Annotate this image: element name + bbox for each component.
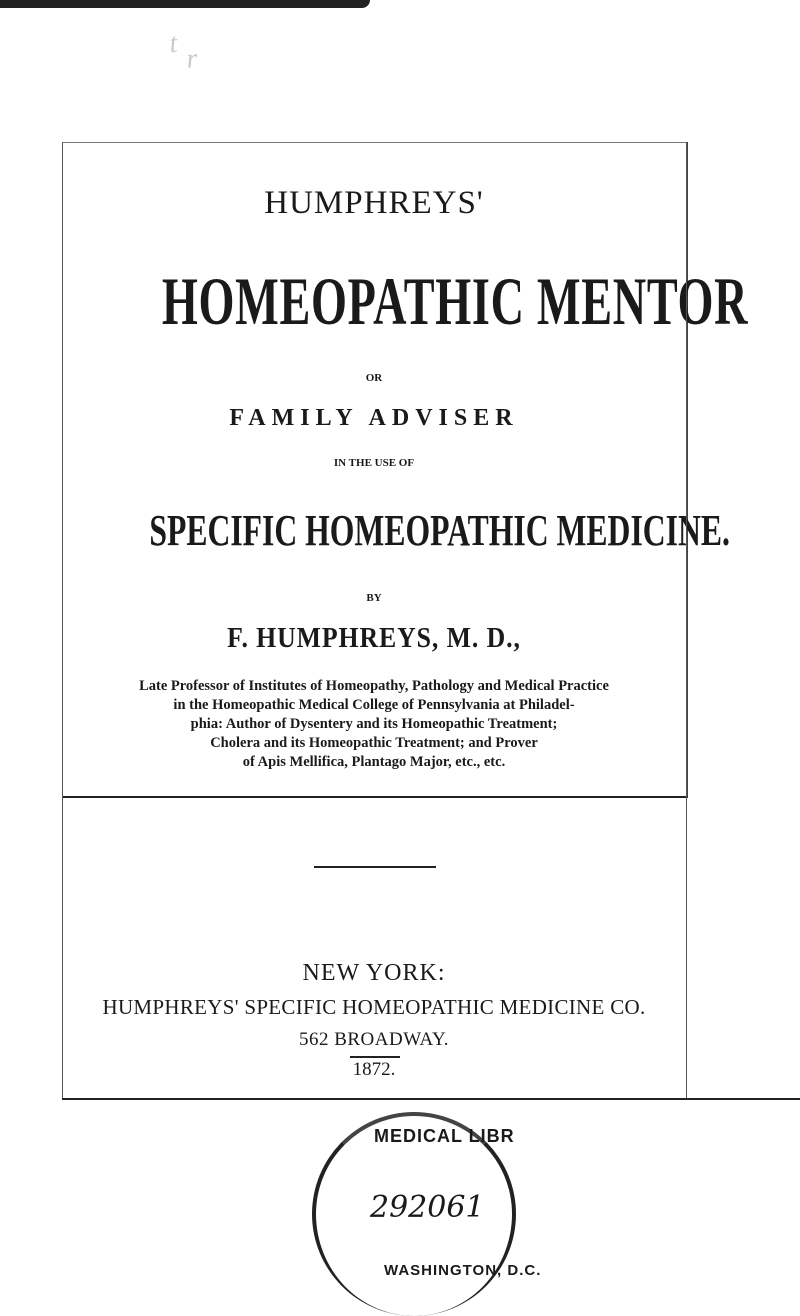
by-word: BY	[366, 592, 382, 604]
publication-place: NEW YORK:	[302, 960, 446, 986]
author-description-line-1: Late Professor of Institutes of Homeopathy, Pathology and Medical Practice	[139, 678, 609, 694]
frame-right-rule	[686, 142, 687, 1098]
title-line-2: HOMEOPATHIC MENTOR	[161, 263, 749, 339]
scan-edge-shadow	[0, 0, 370, 8]
publisher: HUMPHREYS' SPECIFIC HOMEOPATHIC MEDICINE CO.	[102, 995, 646, 1019]
library-stamp-top-text: MEDICAL LIBR	[374, 1126, 515, 1146]
author-name: F. HUMPHREYS, M. D.,	[227, 623, 521, 654]
author-description-line-5: of Apis Mellifica, Plantago Major, etc., etc.	[242, 754, 506, 770]
frame-bottom-rule	[62, 1098, 800, 1100]
pencil-mark: ᵗ ᵣ	[166, 21, 201, 76]
or-word: OR	[365, 372, 383, 384]
library-stamp-bottom-text: WASHINGTON, D.C.	[384, 1262, 542, 1279]
subtitle: FAMILY ADVISER	[229, 405, 519, 431]
author-description-line-4: Cholera and its Homeopathic Treatment; and Prover	[210, 735, 538, 751]
author-description-line-2: in the Homeopathic Medical College of Pennsylvania at Philadel-	[173, 697, 575, 713]
year-rule	[350, 1056, 400, 1058]
publisher-address: 562 BROADWAY.	[298, 1029, 450, 1050]
divider-rule	[314, 866, 436, 868]
author-description-line-3: phia: Author of Dysentery and its Homeopathic Treatment;	[190, 716, 558, 732]
accession-number: 292061	[370, 1190, 485, 1225]
title-line-1: HUMPHREYS'	[264, 185, 484, 221]
publication-year: 1872.	[352, 1059, 396, 1080]
frame-left-rule	[62, 142, 63, 1098]
in-the-use-of: IN THE USE OF	[333, 457, 415, 469]
subject: SPECIFIC HOMEOPATHIC MEDICINE.	[149, 506, 730, 555]
